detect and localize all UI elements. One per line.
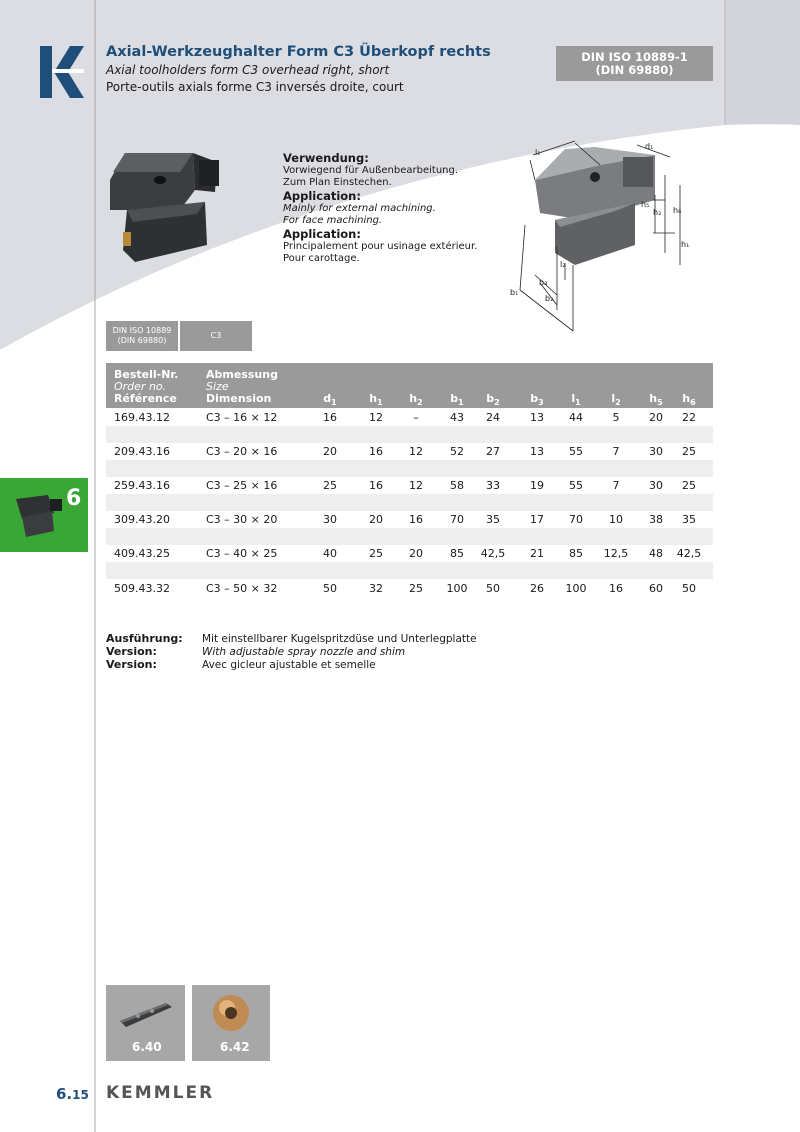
- table-cell: 12: [409, 479, 423, 492]
- column-header-subscript: 5: [657, 398, 663, 408]
- application-heading-de: Verwendung:: [283, 151, 369, 165]
- table-cell: 43: [450, 411, 464, 424]
- table-cell: 55: [569, 445, 583, 458]
- table-cell: 85: [450, 547, 464, 560]
- order-header-fr: Référence: [114, 392, 177, 405]
- application-heading-fr: Application:: [283, 227, 361, 241]
- page-number-main: 6.: [56, 1085, 73, 1103]
- dimension-header-en: Size: [206, 380, 229, 393]
- column-header-subscript: 1: [377, 398, 383, 408]
- table-cell: 70: [450, 513, 464, 526]
- order-header-de: Bestell-Nr.: [114, 368, 179, 381]
- version-text-de: Mit einstellbarer Kugelspritzdüse und Unterlegplatte: [202, 633, 477, 645]
- table-cell: 10: [609, 513, 623, 526]
- table-cell: 60: [649, 582, 663, 595]
- order-number: 409.43.25: [114, 547, 170, 560]
- table-cell: 50: [486, 582, 500, 595]
- dim-label-h1: h₁: [681, 240, 690, 249]
- tag-norm: [106, 321, 178, 351]
- column-header-symbol: b: [486, 392, 495, 405]
- table-cell: 16: [409, 513, 423, 526]
- table-cell: 17: [530, 513, 544, 526]
- table-cell: 25: [369, 547, 383, 560]
- page-number: [56, 1085, 89, 1103]
- table-cell: 30: [649, 479, 663, 492]
- section-number: 6: [66, 486, 82, 511]
- table-cell: 25: [682, 479, 696, 492]
- application-description: [283, 151, 493, 265]
- table-cell: 5: [612, 411, 620, 424]
- table-cell: 40: [323, 547, 337, 560]
- table-cell: 21: [530, 547, 544, 560]
- version-text-fr: Avec gicleur ajustable et semelle: [202, 659, 376, 671]
- table-cell: 85: [569, 547, 583, 560]
- column-header: [396, 392, 436, 407]
- dimension-value: C3 – 40 × 25: [206, 547, 278, 560]
- table-cell: 22: [682, 411, 696, 424]
- version-label-de: Ausführung:: [106, 632, 183, 645]
- table-cell: 16: [323, 411, 337, 424]
- kemmler-logo: [40, 46, 84, 98]
- column-header: [437, 392, 477, 407]
- table-cell: 44: [569, 411, 583, 424]
- title-french: Porte-outils axials forme C3 inversés droite, court: [106, 80, 404, 94]
- dimension-value: C3 – 30 × 20: [206, 513, 278, 526]
- dim-label-l2: l₂: [560, 260, 566, 269]
- column-header-subscript: 1: [575, 398, 581, 408]
- table-cell: 25: [323, 479, 337, 492]
- table-cell: 7: [612, 445, 620, 458]
- table-cell: 20: [323, 445, 337, 458]
- column-header-symbol: l: [571, 392, 576, 405]
- table-cell: 52: [450, 445, 464, 458]
- column-header-symbol: h: [369, 392, 378, 405]
- table-cell: 12: [369, 411, 383, 424]
- application-text-en-1: Mainly for external machining.: [283, 203, 436, 214]
- column-header: [517, 392, 557, 407]
- norm-line-1: DIN ISO 10889-1: [581, 50, 688, 64]
- table-cell: 26: [530, 582, 544, 595]
- shim-plate-icon: [116, 999, 176, 1029]
- order-number: 259.43.16: [114, 479, 170, 492]
- order-number: 169.43.12: [114, 411, 170, 424]
- column-header-symbol: h: [649, 392, 658, 405]
- accessory-shim-label: 6.40: [132, 1040, 162, 1054]
- table-cell: 48: [649, 547, 663, 560]
- application-heading-en: Application:: [283, 189, 361, 203]
- page-number-sub: 15: [72, 1088, 89, 1102]
- table-cell: 20: [409, 547, 423, 560]
- version-text-en: With adjustable spray nozzle and shim: [202, 646, 406, 658]
- table-cell: 38: [649, 513, 663, 526]
- title-english: Axial toolholders form C3 overhead right, short: [106, 63, 390, 77]
- table-cell: 35: [486, 513, 500, 526]
- table-cell: –: [413, 411, 419, 424]
- column-header-symbol: b: [450, 392, 459, 405]
- table-cell: 50: [323, 582, 337, 595]
- dimension-value: C3 – 16 × 12: [206, 411, 278, 424]
- application-text-fr-1: Principalement pour usinage extérieur.: [283, 241, 478, 252]
- version-label-en: Version:: [106, 645, 157, 658]
- table-cell: 16: [369, 445, 383, 458]
- table-cell: 20: [649, 411, 663, 424]
- table-cell: 55: [569, 479, 583, 492]
- norm-line-2: (DIN 69880): [595, 63, 674, 77]
- column-header-subscript: 3: [538, 398, 544, 408]
- table-cell: 19: [530, 479, 544, 492]
- dim-label-d1: d₁: [645, 142, 654, 151]
- table-cell: 25: [682, 445, 696, 458]
- version-label-fr: Version:: [106, 658, 157, 671]
- dim-label-b3: b₃: [539, 278, 548, 287]
- section-tab-holder-icon: [8, 493, 64, 539]
- table-cell: 13: [530, 411, 544, 424]
- dimension-value: C3 – 25 × 16: [206, 479, 278, 492]
- dim-label-l1: l₁: [535, 148, 541, 157]
- column-header: [669, 392, 709, 407]
- table-cell: 16: [369, 479, 383, 492]
- spray-nozzle-icon: [209, 993, 253, 1033]
- column-header-symbol: b: [530, 392, 539, 405]
- application-text-fr-2: Pour carottage.: [283, 253, 360, 264]
- tag-norm-line-1: DIN ISO 10889: [112, 326, 172, 335]
- dimension-header-de: Abmessung: [206, 368, 278, 381]
- table-cell: 12: [409, 445, 423, 458]
- table-row-spacer: [106, 494, 713, 511]
- dim-label-b1: b₁: [510, 288, 519, 297]
- table-row-spacer: [106, 426, 713, 443]
- product-photo: [105, 150, 220, 268]
- column-header-symbol: h: [409, 392, 418, 405]
- column-header-subscript: 2: [494, 398, 500, 408]
- order-number: 509.43.32: [114, 582, 170, 595]
- norm-badge: [556, 46, 713, 81]
- column-header-symbol: l: [611, 392, 616, 405]
- column-header: [556, 392, 596, 407]
- dimension-header: [206, 369, 278, 405]
- table-cell: 12,5: [603, 547, 629, 560]
- table-cell: 13: [530, 445, 544, 458]
- table-cell: 100: [446, 582, 468, 595]
- table-row-spacer: [106, 460, 713, 477]
- technical-drawing: [505, 135, 700, 335]
- order-header: [114, 369, 178, 405]
- column-header: [356, 392, 396, 407]
- dim-label-b2: b₂: [545, 294, 554, 303]
- table-cell: 50: [682, 582, 696, 595]
- dimension-value: C3 – 50 × 32: [206, 582, 278, 595]
- dim-label-h2: h₂: [653, 208, 662, 217]
- table-cell: 42,5: [676, 547, 702, 560]
- table-cell: 58: [450, 479, 464, 492]
- order-number: 209.43.16: [114, 445, 170, 458]
- table-cell: 20: [369, 513, 383, 526]
- column-header: [310, 392, 350, 407]
- column-header: [473, 392, 513, 407]
- table-cell: 42,5: [480, 547, 506, 560]
- order-header-en: Order no.: [114, 380, 167, 393]
- column-header-subscript: 2: [615, 398, 621, 408]
- dimension-header-fr: Dimension: [206, 392, 272, 405]
- column-header-symbol: d: [323, 392, 332, 405]
- column-header: [596, 392, 636, 407]
- table-cell: 30: [323, 513, 337, 526]
- table-cell: 24: [486, 411, 500, 424]
- application-text-en-2: For face machining.: [283, 215, 383, 226]
- column-header-symbol: h: [682, 392, 691, 405]
- table-cell: 32: [369, 582, 383, 595]
- dimension-value: C3 – 20 × 16: [206, 445, 278, 458]
- column-header-subscript: 6: [690, 398, 696, 408]
- dim-label-h5: h₅: [641, 200, 650, 209]
- table-cell: 70: [569, 513, 583, 526]
- brand-name: KEMMLER: [106, 1083, 215, 1103]
- order-number: 309.43.20: [114, 513, 170, 526]
- application-text-de-1: Vorwiegend für Außenbearbeitung.: [283, 165, 459, 176]
- column-header-subscript: 2: [417, 398, 423, 408]
- table-cell: 100: [565, 582, 587, 595]
- dim-label-h6: h₆: [673, 206, 682, 215]
- table-cell: 33: [486, 479, 500, 492]
- title-german: Axial-Werkzeughalter Form C3 Überkopf rechts: [106, 44, 491, 60]
- tag-norm-line-2: (DIN 69880): [117, 336, 167, 345]
- tag-form: C3: [180, 321, 252, 351]
- table-row-spacer: [106, 528, 713, 545]
- table-cell: 7: [612, 479, 620, 492]
- table-row-spacer: [106, 562, 713, 579]
- table-cell: 16: [609, 582, 623, 595]
- table-cell: 30: [649, 445, 663, 458]
- table-cell: 35: [682, 513, 696, 526]
- table-cell: 25: [409, 582, 423, 595]
- column-header-subscript: 1: [331, 398, 337, 408]
- accessory-nozzle-label: 6.42: [220, 1040, 250, 1054]
- table-cell: 27: [486, 445, 500, 458]
- column-header-subscript: 1: [458, 398, 464, 408]
- application-text-de-2: Zum Plan Einstechen.: [283, 177, 392, 188]
